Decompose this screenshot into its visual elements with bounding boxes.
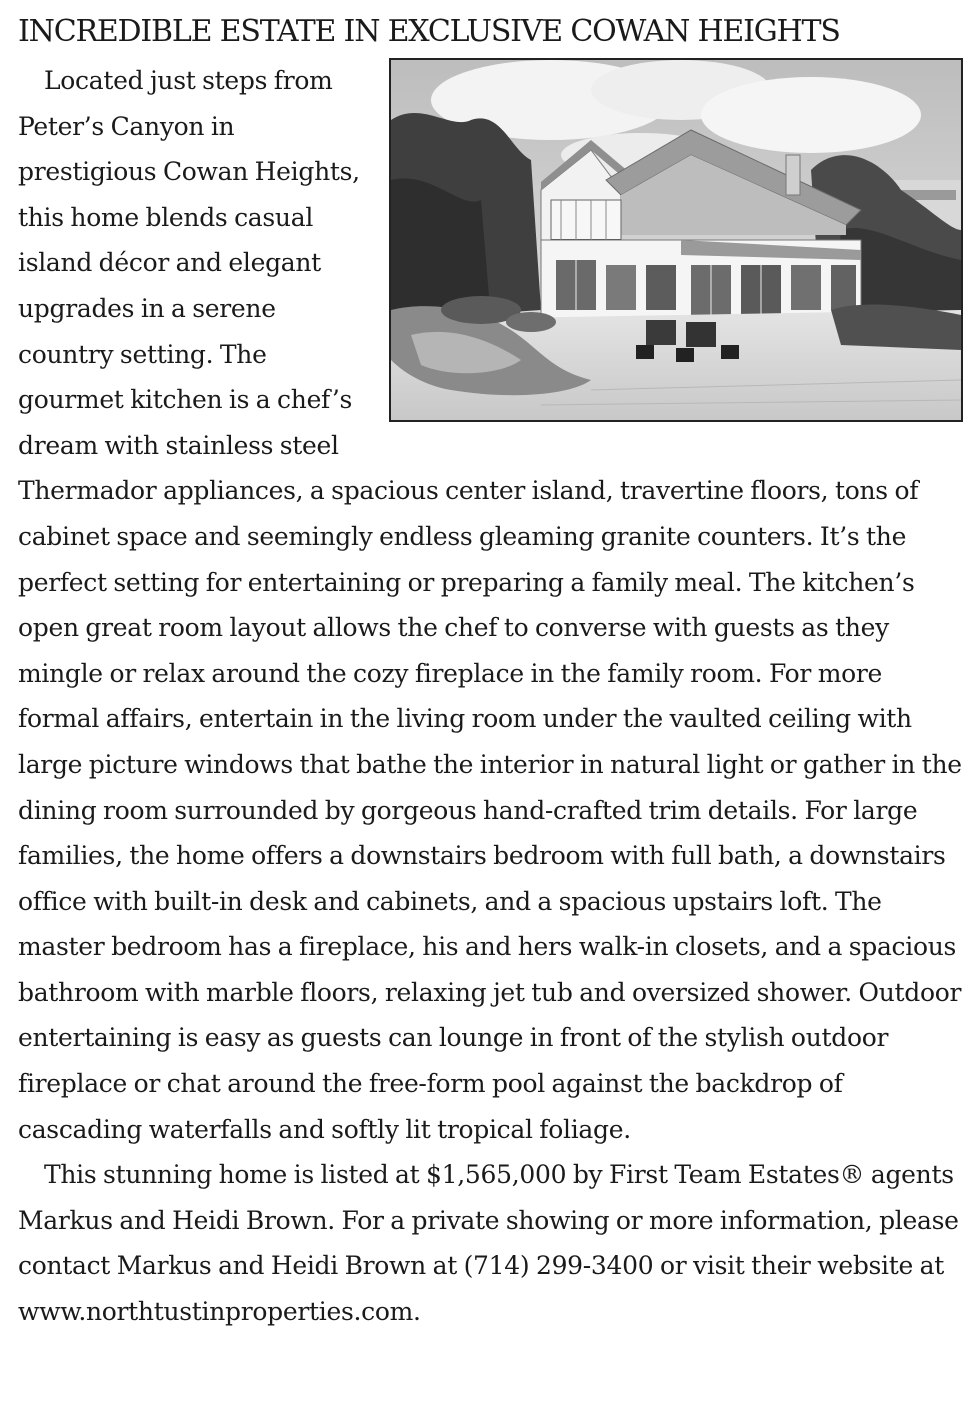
paragraph-listing: This stunning home is listed at $1,565,000 by First Team Estates® agents Markus and Heidi Brown. For a private showing or more information, please contact Markus and Heidi Brown at (714) 299-3400 or visit their website at www.northtustinproperties.com. xyxy=(18,1160,959,1327)
paragraph-description: Located just steps from Peter’s Canyon in prestigious Cowan Heights, this home blends casual island décor and elegant upgrades in a serene country setting. The gourmet kitchen is a chef’s dream with stainless steel Thermador appliances, a spacious center island, travertine floors, tons of cabinet space and seemingly endless gleaming granite counters. It’s the perfect setting for entertaining or preparing a family meal. The kitchen’s open great room layout allows the chef to converse with guests as they mingle or relax around the cozy fireplace in the family room. For more formal affairs, entertain in the living room under the vaulted ceiling with large picture windows that bathe the interior in natural light or gather in the dining room surrounded by gorgeous hand-crafted trim details. For large families, the home offers a downstairs bedroom with full bath, a downstairs office with built-in desk and cabinets, and a spacious upstairs loft. The master bedroom has a fireplace, his and hers walk-in closets, and a spacious bathroom with marble floors, relaxing jet tub and oversized shower. Outdoor entertaining is easy as guests can lounge in front of the stylish outdoor fireplace or chat around the free-form pool against the backdrop of cascading waterfalls and softly lit tropical foliage. xyxy=(18,66,962,1144)
house-photo-icon xyxy=(389,58,963,422)
article xyxy=(18,12,963,1335)
photo-frame xyxy=(387,58,963,422)
headline: INCREDIBLE ESTATE IN EXCLUSIVE COWAN HEIGHTS xyxy=(18,14,840,49)
